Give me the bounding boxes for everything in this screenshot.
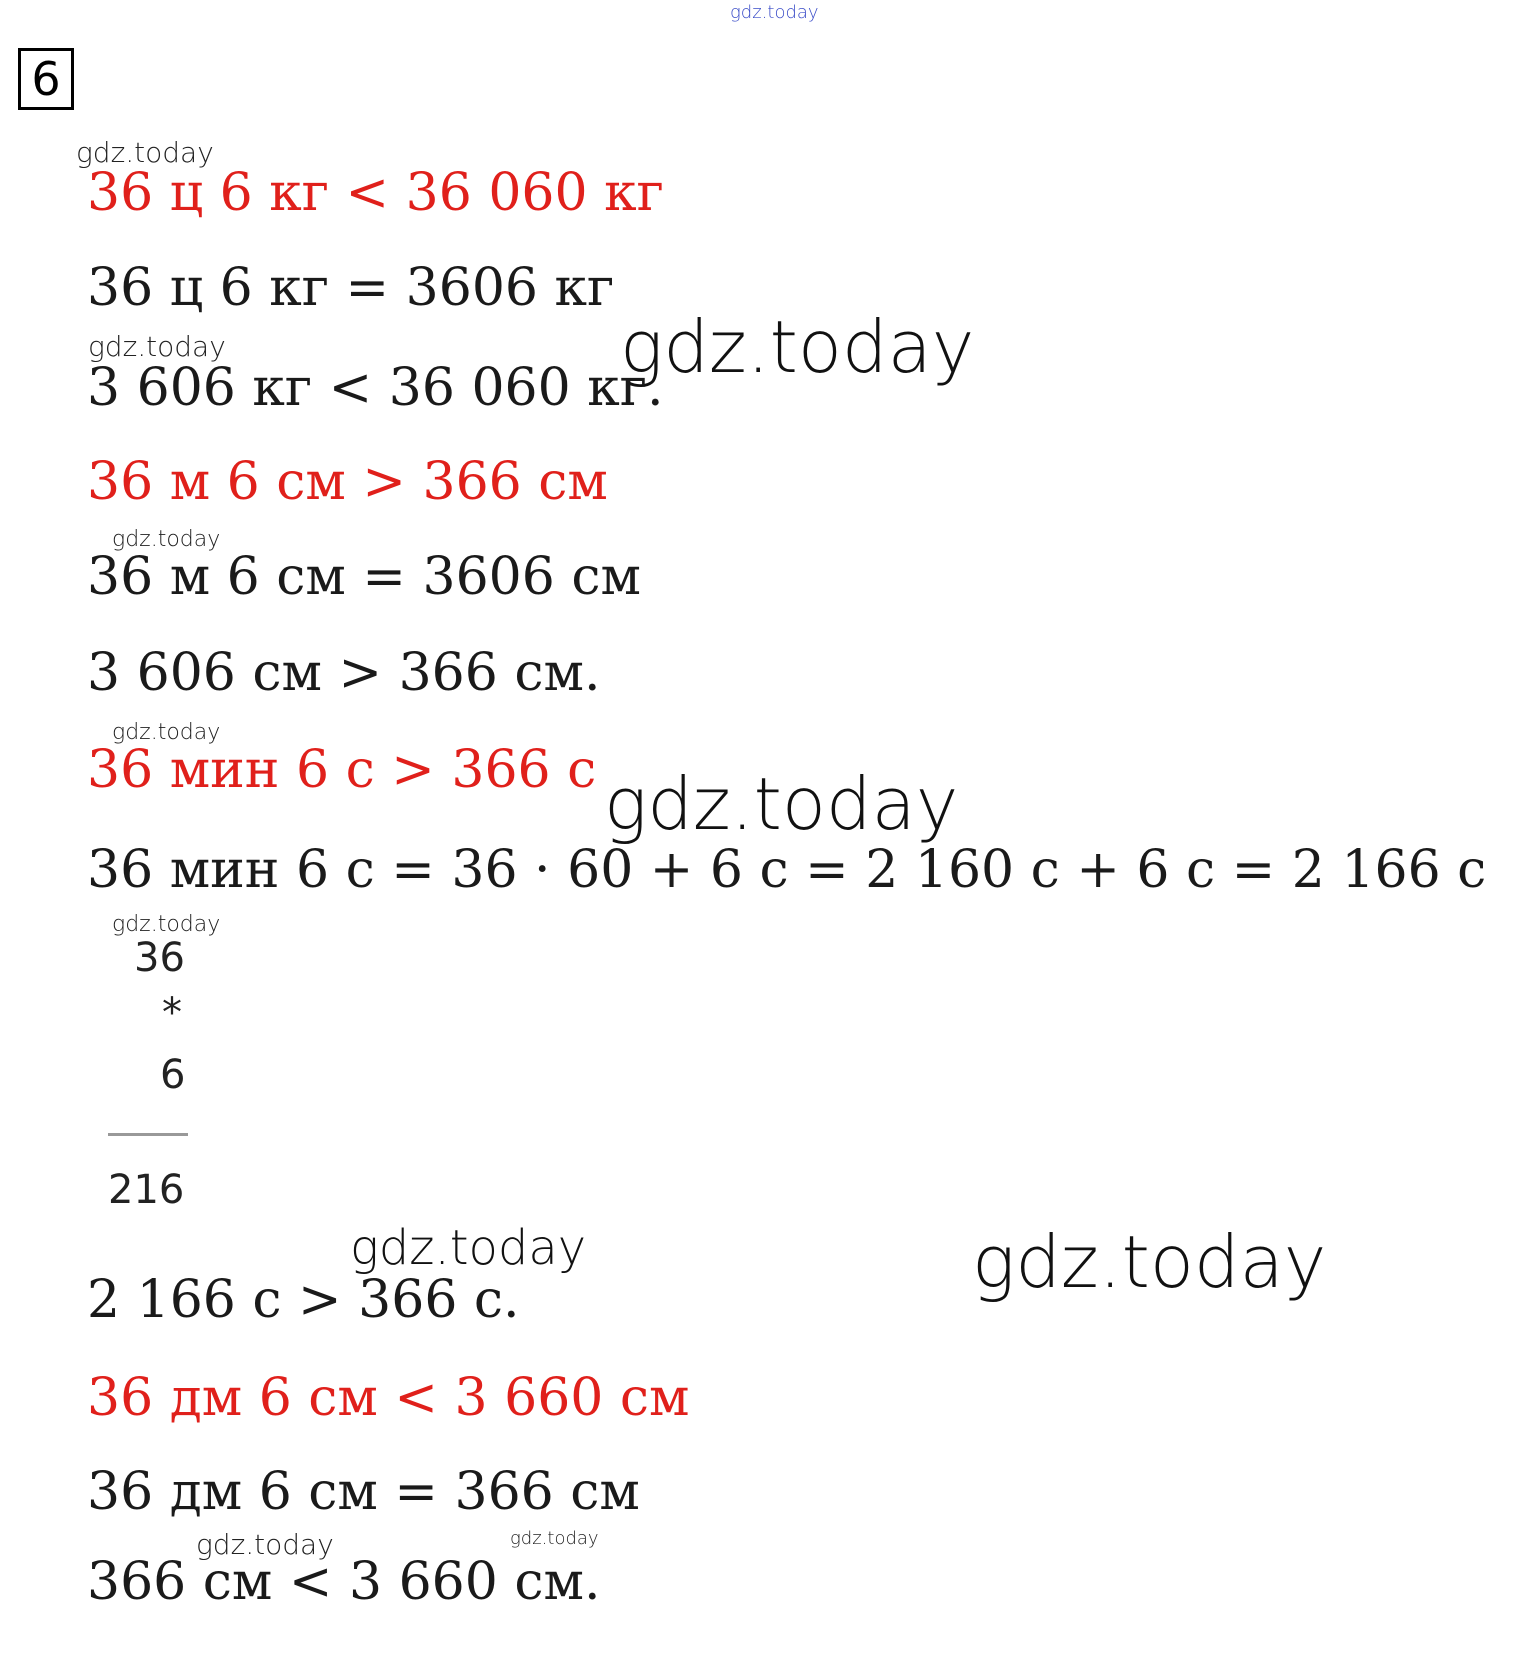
watermark: gdz.today bbox=[112, 527, 221, 552]
solution-3-result: 2 166 с > 366 с. bbox=[87, 1270, 520, 1330]
comparison-2: 36 м 6 см > 366 см bbox=[87, 452, 608, 512]
solution-1-result: 3 606 кг < 36 060 кг. bbox=[87, 358, 664, 418]
column-multiplicand: 36 bbox=[134, 935, 185, 981]
solution-2-result: 3 606 см > 366 см. bbox=[87, 643, 601, 703]
solution-1-conversion: 36 ц 6 кг = 3606 кг bbox=[87, 258, 615, 318]
solution-4-result: 366 см < 3 660 см. bbox=[87, 1552, 601, 1612]
comparison-3: 36 мин 6 с > 366 с bbox=[87, 740, 597, 800]
watermark-large: gdz.today bbox=[620, 305, 975, 389]
watermark: gdz.today bbox=[76, 136, 214, 169]
watermark: gdz.today bbox=[88, 330, 226, 363]
watermark: gdz.today bbox=[196, 1528, 334, 1561]
column-divider bbox=[108, 1133, 188, 1136]
solution-2-conversion: 36 м 6 см = 3606 см bbox=[87, 547, 641, 607]
watermark-large: gdz.today bbox=[604, 762, 959, 846]
task-number-box: 6 bbox=[18, 48, 74, 110]
comparison-1: 36 ц 6 кг < 36 060 кг bbox=[87, 163, 664, 223]
column-result: 216 bbox=[108, 1167, 185, 1213]
watermark-large: gdz.today bbox=[972, 1220, 1327, 1304]
solution-4-conversion: 36 дм 6 см = 366 см bbox=[87, 1462, 640, 1522]
watermark-top: gdz.today bbox=[730, 2, 819, 23]
column-operator: * bbox=[162, 990, 182, 1036]
watermark: gdz.today bbox=[112, 912, 221, 937]
watermark: gdz.today bbox=[112, 720, 221, 745]
column-multiplier: 6 bbox=[160, 1052, 186, 1098]
watermark: gdz.today bbox=[350, 1220, 587, 1276]
solution-3-conversion: 36 мин 6 с = 36 · 60 + 6 с = 2 160 с + 6 с = 2 166 с bbox=[87, 840, 1487, 900]
watermark: gdz.today bbox=[510, 1528, 599, 1549]
comparison-4: 36 дм 6 см < 3 660 см bbox=[87, 1368, 690, 1428]
